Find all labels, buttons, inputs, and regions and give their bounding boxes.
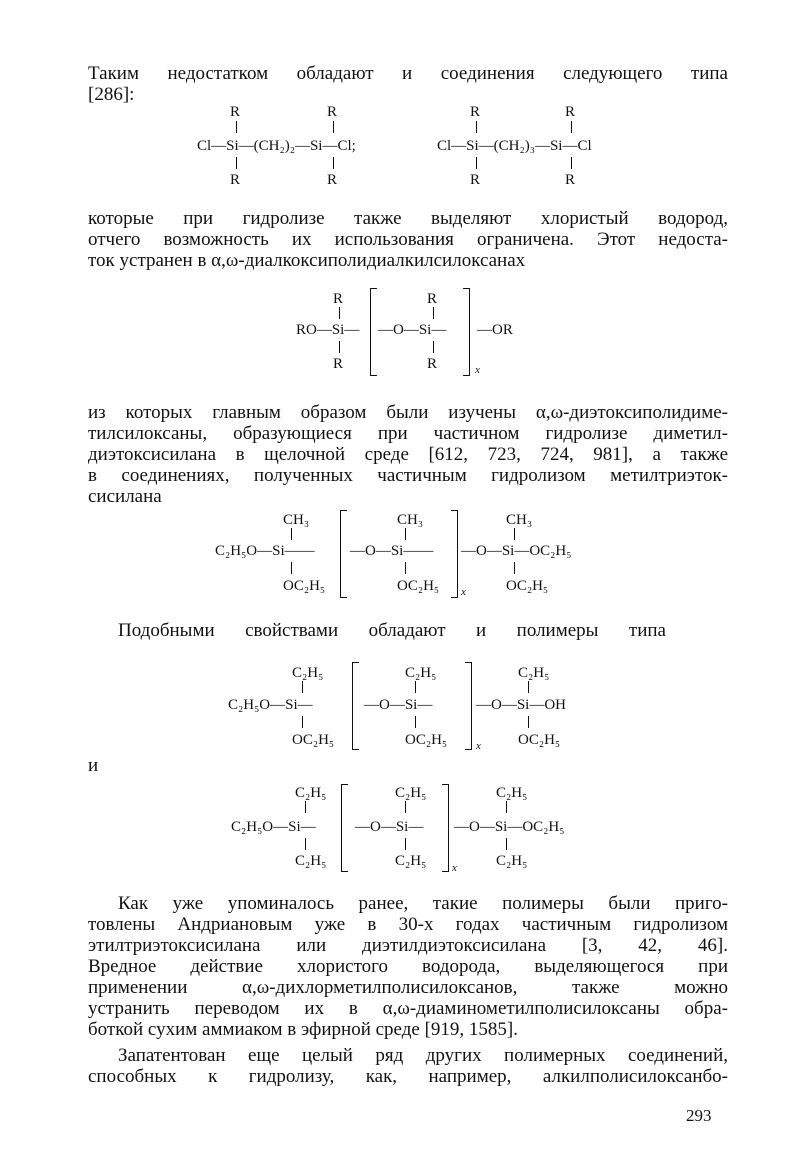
paragraph-line: Подобными свойствами обладают и полимеры типа	[118, 620, 666, 641]
formula-label: OC₂H₅	[292, 732, 335, 748]
formula-chain: —O—Si——	[350, 543, 434, 559]
formula-label: R	[230, 172, 241, 188]
formula-label: R	[327, 104, 338, 120]
formula-chain: Cl—Si—(CH₂)₂—Si—Cl;	[197, 138, 356, 154]
left-bracket	[370, 288, 377, 376]
paragraph-line: Как уже упоминалось ранее, такие полимеры были приго-	[118, 893, 728, 914]
formula-chain: —O—Si—	[364, 697, 433, 713]
conjunction-line: и	[88, 755, 99, 776]
formula-label: OC₂H₅	[405, 732, 448, 748]
paragraph-line: этилтриэтоксисилана или диэтилдиэтоксисилана [3, 42, 46].	[88, 935, 728, 956]
formula-label: R	[230, 104, 241, 120]
paragraph-line: сисилана	[88, 486, 162, 507]
formula-chain: C₂H₅O—Si—	[231, 819, 316, 835]
paragraph-line: боткой сухим аммиаком в эфирной среде [919, 1585].	[88, 1019, 518, 1040]
formula-label: C₂H₅	[405, 665, 437, 681]
paragraph-line: ток устранен в α,ω-диалкоксиполидиалкилсилоксанах	[88, 250, 526, 271]
formula-label: CH₃	[283, 512, 310, 528]
formula-label: CH₃	[397, 512, 424, 528]
paragraph-line: [286]:	[88, 84, 135, 105]
left-bracket	[352, 662, 359, 750]
paragraph-line: Запатентован еще целый ряд других полимерных соединений,	[118, 1045, 728, 1066]
formula-label: C₂H₅	[518, 665, 550, 681]
formula-label: R	[470, 104, 481, 120]
left-bracket	[341, 784, 348, 872]
subscript-x: x	[461, 586, 466, 598]
paragraph-line: в соединениях, полученных частичным гидролизом метилтриэток-	[88, 465, 728, 486]
page-number: 293	[686, 1106, 712, 1125]
formula-label: C₂H₅	[295, 853, 327, 869]
formula-label: OC₂H₅	[397, 578, 440, 594]
paragraph-line: Вредное действие хлористого водорода, выделяющегося при	[88, 956, 728, 977]
paragraph-line: тилсилоксаны, образующиеся при частичном гидролизе диметил-	[88, 423, 728, 444]
formula-label: CH₃	[506, 512, 533, 528]
paragraph-line: устранить переводом их в α,ω-диаминометилполисилоксаны обра-	[88, 998, 728, 1019]
formula-label: OC₂H₅	[283, 578, 326, 594]
formula-label: R	[565, 172, 576, 188]
formula-label: R	[333, 291, 344, 307]
paragraph-line: применении α,ω-дихлорметилполисилоксанов, также можно	[88, 977, 728, 998]
subscript-x: x	[475, 364, 480, 376]
paragraph-line: диэтоксисилана в щелочной среде [612, 723, 724, 981], а также	[88, 444, 728, 465]
paragraph-line: которые при гидролизе также выделяют хлористый водород,	[88, 208, 728, 229]
formula-label: C₂H₅	[395, 853, 427, 869]
formula-chain: —O—Si—OC₂H₅	[454, 819, 565, 835]
formula-chain: —O—Si—OC₂H₅	[461, 543, 572, 559]
formula-label: R	[427, 356, 438, 372]
formula-label: C₂H₅	[292, 665, 324, 681]
right-bracket	[442, 784, 449, 872]
right-bracket	[451, 510, 458, 598]
subscript-x: x	[476, 740, 481, 752]
formula-label: R	[427, 291, 438, 307]
formula-chain: RO—Si—	[296, 322, 360, 338]
formula-label: R	[565, 104, 576, 120]
paragraph-line: отчего возможность их использования ограничена. Этот недоста-	[88, 229, 728, 250]
formula-label: OC₂H₅	[518, 732, 561, 748]
paragraph-line: Таким недостатком обладают и соединения следующего типа	[88, 63, 728, 84]
paragraph-line: из которых главным образом были изучены α,ω-диэтоксиполидиме-	[88, 402, 728, 423]
paragraph-line: способных к гидролизу, как, например, алкилполисилоксанбо-	[88, 1066, 728, 1087]
formula-chain: —OR	[477, 322, 513, 338]
subscript-x: x	[452, 862, 457, 874]
left-bracket	[340, 510, 347, 598]
formula-chain: —O—Si—	[378, 322, 447, 338]
formula-chain: —O—Si—OH	[476, 697, 567, 713]
formula-label: C₂H₅	[395, 785, 427, 801]
paragraph-line: товлены Андриановым уже в 30-х годах частичным гидролизом	[88, 914, 728, 935]
formula-chain: C₂H₅O—Si——	[215, 543, 315, 559]
formula-label: R	[333, 356, 344, 372]
formula-chain: C₂H₅O—Si—	[228, 697, 313, 713]
right-bracket	[463, 288, 470, 376]
formula-label: R	[470, 172, 481, 188]
formula-chain: Cl—Si—(CH₂)₃—Si—Cl	[437, 138, 592, 154]
formula-chain: —O—Si—	[355, 819, 424, 835]
formula-label: C₂H₅	[496, 785, 528, 801]
right-bracket	[465, 662, 472, 750]
formula-label: R	[327, 172, 338, 188]
formula-label: C₂H₅	[295, 785, 327, 801]
formula-label: OC₂H₅	[506, 578, 549, 594]
formula-label: C₂H₅	[496, 853, 528, 869]
